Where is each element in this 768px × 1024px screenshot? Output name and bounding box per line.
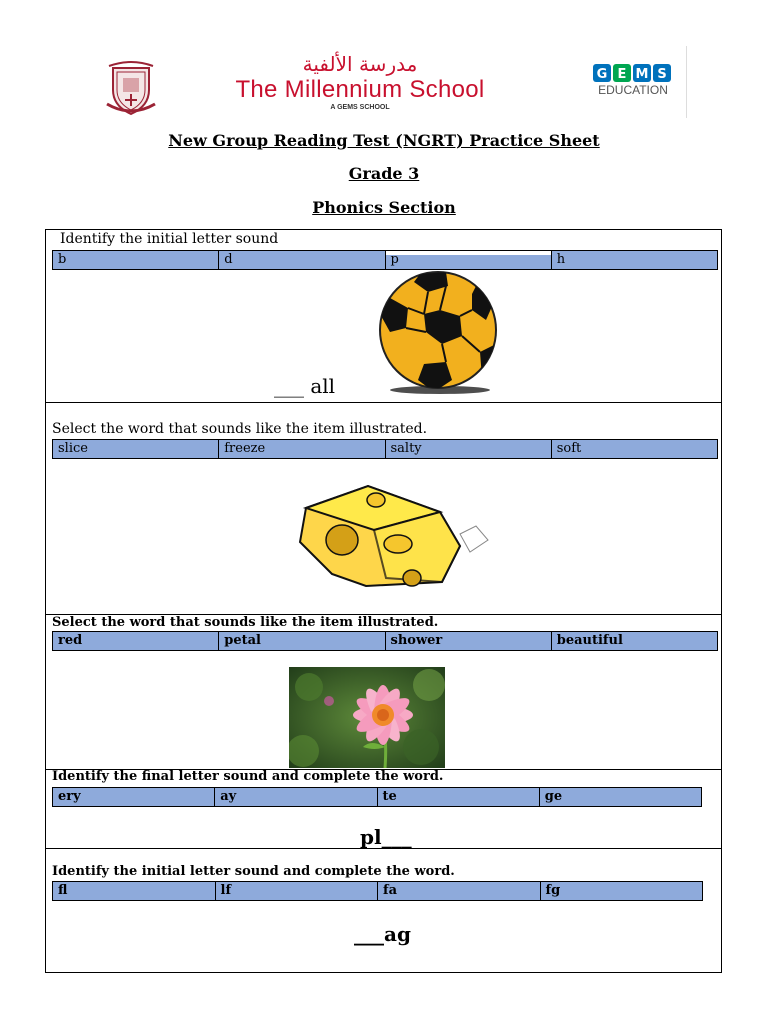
option-petal[interactable]: petal	[219, 632, 385, 650]
page-header	[0, 0, 768, 130]
question-prompt: Identify the initial letter sound and complete the word.	[52, 864, 455, 879]
header-divider	[686, 46, 687, 118]
svg-text:M: M	[635, 67, 649, 82]
gems-logo-icon	[592, 62, 674, 84]
answer-line: pl___	[360, 825, 412, 849]
option-slice[interactable]: slice	[53, 440, 219, 458]
option-row	[52, 631, 718, 651]
option-row	[52, 250, 718, 270]
question-5	[46, 848, 721, 972]
option-row	[52, 439, 718, 459]
question-prompt: Select the word that sounds like the item illustrated.	[52, 421, 428, 437]
answer-line: ___ag	[354, 922, 411, 946]
option-te[interactable]: te	[378, 788, 540, 806]
worksheet-title: New Group Reading Test (NGRT) Practice Sheet	[168, 131, 600, 150]
school-name: The Millennium School	[235, 76, 485, 103]
option-fl[interactable]: fl	[53, 882, 216, 900]
option-ge[interactable]: ge	[540, 788, 701, 806]
cheese-icon	[290, 474, 490, 590]
option-lf[interactable]: lf	[216, 882, 379, 900]
flower-photo	[289, 667, 445, 768]
school-crest-icon	[103, 60, 159, 118]
option-salty[interactable]: salty	[386, 440, 552, 458]
option-h[interactable]: h	[552, 251, 717, 269]
option-d[interactable]: d	[219, 251, 385, 269]
svg-text:S: S	[657, 67, 667, 82]
option-red[interactable]: red	[53, 632, 219, 650]
gems-education-label: EDUCATION	[598, 83, 668, 97]
option-soft[interactable]: soft	[552, 440, 717, 458]
question-prompt: Select the word that sounds like the item illustrated.	[52, 615, 439, 630]
option-fg[interactable]: fg	[541, 882, 703, 900]
option-ay[interactable]: ay	[215, 788, 377, 806]
worksheet-frame	[45, 229, 722, 973]
section-title: Phonics Section	[312, 198, 456, 217]
option-ery[interactable]: ery	[53, 788, 215, 806]
question-3	[46, 614, 721, 770]
option-p[interactable]: p	[386, 251, 552, 269]
soccer-ball-icon	[376, 268, 502, 396]
option-fa[interactable]: fa	[378, 882, 541, 900]
option-shower[interactable]: shower	[386, 632, 552, 650]
option-row	[52, 881, 703, 901]
question-prompt: Identify the final letter sound and complete the word.	[52, 769, 444, 784]
question-prompt: Identify the initial letter sound	[60, 231, 279, 247]
school-subtitle: A GEMS SCHOOL	[330, 104, 390, 111]
school-name-arabic: مدرسة الألفية	[302, 52, 418, 76]
question-2	[46, 402, 721, 615]
option-row	[52, 787, 702, 807]
option-beautiful[interactable]: beautiful	[552, 632, 717, 650]
answer-line: ___ all	[274, 374, 336, 398]
svg-text:E: E	[617, 67, 627, 82]
option-freeze[interactable]: freeze	[219, 440, 385, 458]
svg-text:G: G	[596, 67, 608, 82]
grade-title: Grade 3	[348, 164, 420, 183]
option-b[interactable]: b	[53, 251, 219, 269]
question-1	[46, 230, 721, 403]
question-4	[46, 769, 721, 849]
